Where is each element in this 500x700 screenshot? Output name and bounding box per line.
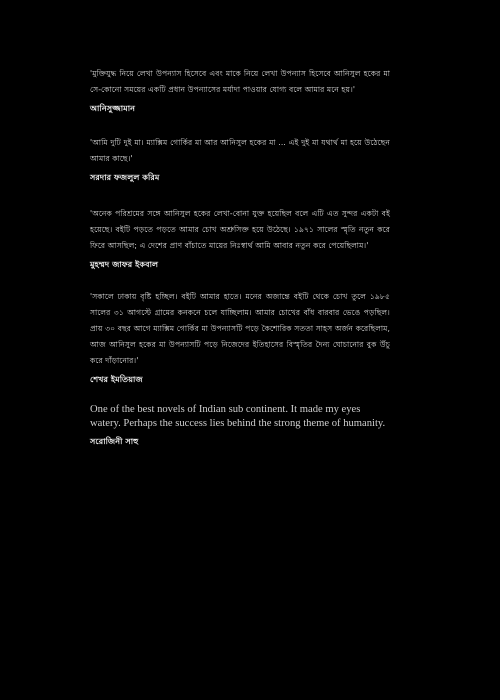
- testimonial-quote: One of the best novels of Indian sub continent. It made my eyes watery. Perhaps the success lies behind the strong theme of humanity.: [90, 404, 386, 429]
- testimonial-3: [90, 206, 390, 271]
- testimonial-4: [90, 289, 390, 386]
- testimonial-author: শেখর ইমতিয়াজ: [90, 374, 143, 384]
- testimonial-author: সরোজিনী সাহু: [90, 436, 139, 446]
- testimonial-author: মুহম্মদ জাফর ইকবাল: [90, 259, 159, 269]
- testimonial-5: [90, 403, 390, 448]
- testimonial-quote: 'মুক্তিযুদ্ধ নিয়ে লেখা উপন্যাস হিসেবে এবং মাকে নিয়ে লেখা উপন্যাস হিসেবে আনিসুল হকের মা সে-কোনো সময়ের একটি প্রধান উপন্যাসের মর্যাদা পাওয়ার যোগ্য বলে আমার মনে হয়।': [90, 69, 390, 94]
- testimonial-author: আনিসুজ্জামান: [90, 103, 135, 113]
- testimonial-quote: 'আমি দুটি দুই মা। ম্যাক্সিম গোর্কির মা আর আনিসুল হকের মা ... এই দুই মা যথার্থ মা হয়ে উঠেছেন আমার কাছে।': [90, 138, 390, 163]
- testimonials-column: [90, 66, 390, 448]
- testimonial-author: সরদার ফজলুল করিম: [90, 172, 160, 182]
- testimonial-quote: 'অনেক পরিশ্রমের সঙ্গে আনিসুল হকের লেখা-বোনা যুক্ত হয়েছিল বলে এটি এত সুন্দর একটা বই হয়েছে। বইটি পড়তে পড়তে আমার চোখ অশ্রুসিক্ত হয়ে উঠেছে। ১৯৭১ সালের স্মৃতি নতুন করে ফিরে আসছিল; এ দেশের প্রাণ বাঁচাতে মায়ের নিঃস্বার্থ আমি আবার নতুন করে পেয়েছিলাম।': [90, 209, 390, 250]
- testimonial-1: [90, 66, 390, 115]
- testimonial-quote: 'সকালে ঢাকায় বৃষ্টি হচ্ছিল। বইটি আমার হাতে। মনের অজান্তে বইটি থেকে চোখ তুলে ১৯৮৫ সালের ৩১ আগস্টে গ্রামের কনকনে চলে যাচ্ছিলাম। আমার চোখের বাঁধ বারবার ভেঙে পড়ছিল। প্রায় ৩০ বছর আগে ম্যাক্সিম গোর্কির মা উপন্যাসটি পড়ে কৈশোরিক সততা সাহস অর্জন করেছিলাম, আজ আনিসুল হকের মা উপন্যাসটি পড়ে নিজেদের ইতিহাসের বিস্মৃতির দৈন্য ঘোচানোর বুক উঁচু করে দাঁড়ানোর।': [90, 292, 390, 365]
- testimonial-2: [90, 135, 390, 184]
